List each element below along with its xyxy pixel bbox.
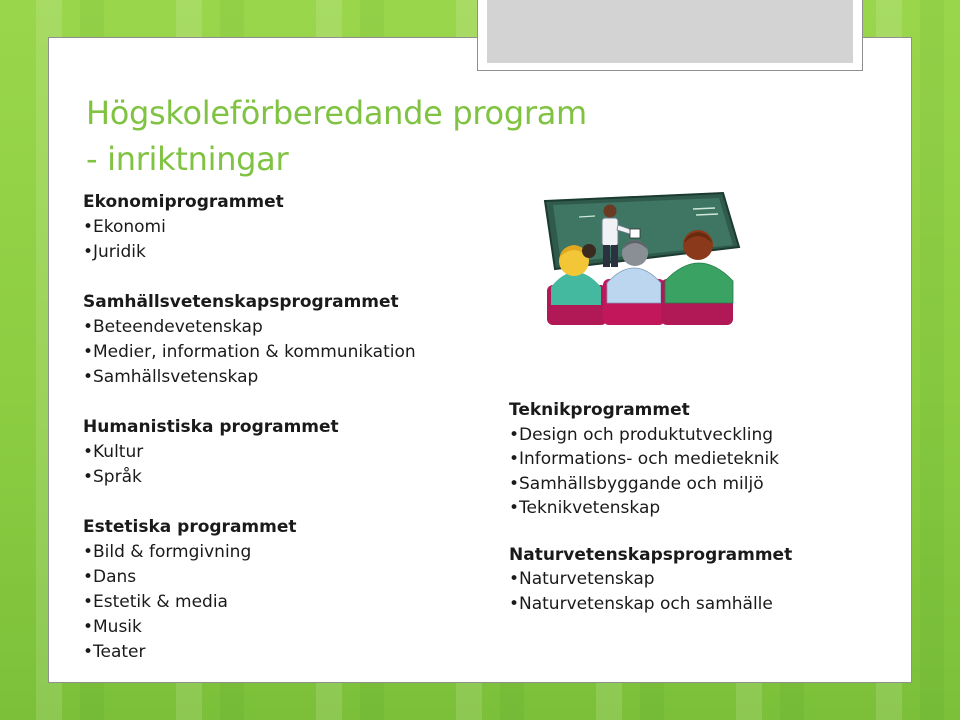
track-label: Teater bbox=[93, 642, 146, 662]
program-heading: Estetiska programmet bbox=[83, 517, 297, 537]
track-item bbox=[83, 540, 503, 565]
program-estetiska bbox=[83, 515, 503, 665]
track-label: Samhällsvetenskap bbox=[93, 367, 259, 387]
program-heading: Ekonomiprogrammet bbox=[83, 192, 284, 212]
track-item bbox=[83, 440, 503, 465]
slide-title-line-2: - inriktningar bbox=[86, 140, 289, 178]
track-label: Medier, information & kommunikation bbox=[93, 342, 416, 362]
program-humanistiska bbox=[83, 415, 503, 490]
track-item bbox=[509, 567, 909, 592]
track-item bbox=[509, 472, 909, 497]
track-label: Ekonomi bbox=[93, 217, 166, 237]
track-item bbox=[509, 592, 909, 617]
bullet: • bbox=[83, 317, 94, 337]
track-label: Bild & formgivning bbox=[93, 542, 252, 562]
bullet: • bbox=[509, 424, 520, 445]
bullet: • bbox=[83, 542, 94, 562]
program-samhallsvetenskap bbox=[83, 290, 503, 390]
track-item bbox=[509, 496, 909, 521]
program-teknik bbox=[509, 398, 909, 521]
track-label: Design och produktutveckling bbox=[519, 424, 774, 445]
classroom-lecture-clipart bbox=[543, 187, 741, 329]
program-heading: Teknikprogrammet bbox=[509, 400, 690, 420]
track-label: Teknikvetenskap bbox=[519, 498, 661, 518]
bullet: • bbox=[509, 473, 520, 494]
bullet: • bbox=[83, 592, 94, 612]
program-heading: Naturvetenskapsprogrammet bbox=[509, 544, 793, 565]
track-item bbox=[83, 465, 503, 490]
program-heading: Humanistiska programmet bbox=[83, 417, 339, 437]
bullet: • bbox=[509, 569, 520, 589]
bullet: • bbox=[83, 567, 94, 587]
slide-top-tab-fill bbox=[487, 0, 853, 63]
right-column bbox=[509, 398, 909, 638]
track-item bbox=[509, 447, 909, 472]
track-item bbox=[83, 240, 503, 265]
track-label: Naturvetenskap bbox=[519, 569, 655, 589]
bullet: • bbox=[83, 242, 94, 262]
bullet: • bbox=[509, 593, 520, 614]
track-item bbox=[509, 423, 909, 448]
track-item bbox=[83, 340, 503, 365]
track-item bbox=[83, 640, 503, 665]
program-ekonomi bbox=[83, 190, 503, 265]
track-item bbox=[83, 615, 503, 640]
bullet: • bbox=[83, 342, 94, 362]
bullet: • bbox=[509, 498, 520, 518]
track-item bbox=[83, 365, 503, 390]
track-item bbox=[83, 565, 503, 590]
track-label: Språk bbox=[93, 467, 142, 487]
track-item bbox=[83, 215, 503, 240]
bullet: • bbox=[83, 367, 94, 387]
track-label: Estetik & media bbox=[93, 592, 228, 612]
track-label: Musik bbox=[93, 617, 142, 637]
track-label: Naturvetenskap och samhälle bbox=[519, 593, 773, 614]
slide-title-line-1: Högskoleförberedande program bbox=[86, 94, 587, 132]
track-item bbox=[83, 315, 503, 340]
track-label: Samhällsbyggande och miljö bbox=[519, 473, 764, 494]
bullet: • bbox=[83, 442, 94, 462]
track-label: Dans bbox=[93, 567, 137, 587]
bullet: • bbox=[83, 642, 94, 662]
track-label: Kultur bbox=[93, 442, 144, 462]
bullet: • bbox=[509, 449, 520, 469]
bullet: • bbox=[83, 217, 94, 237]
track-label: Informations- och medieteknik bbox=[519, 449, 780, 469]
track-label: Beteendevetenskap bbox=[93, 317, 263, 337]
program-heading: Samhällsvetenskapsprogrammet bbox=[83, 292, 399, 312]
program-naturvetenskap bbox=[509, 543, 909, 617]
slide-title bbox=[86, 90, 726, 182]
bullet: • bbox=[83, 467, 94, 487]
track-label: Juridik bbox=[93, 242, 146, 262]
bullet: • bbox=[83, 617, 94, 637]
left-column bbox=[83, 190, 503, 690]
track-item bbox=[83, 590, 503, 615]
